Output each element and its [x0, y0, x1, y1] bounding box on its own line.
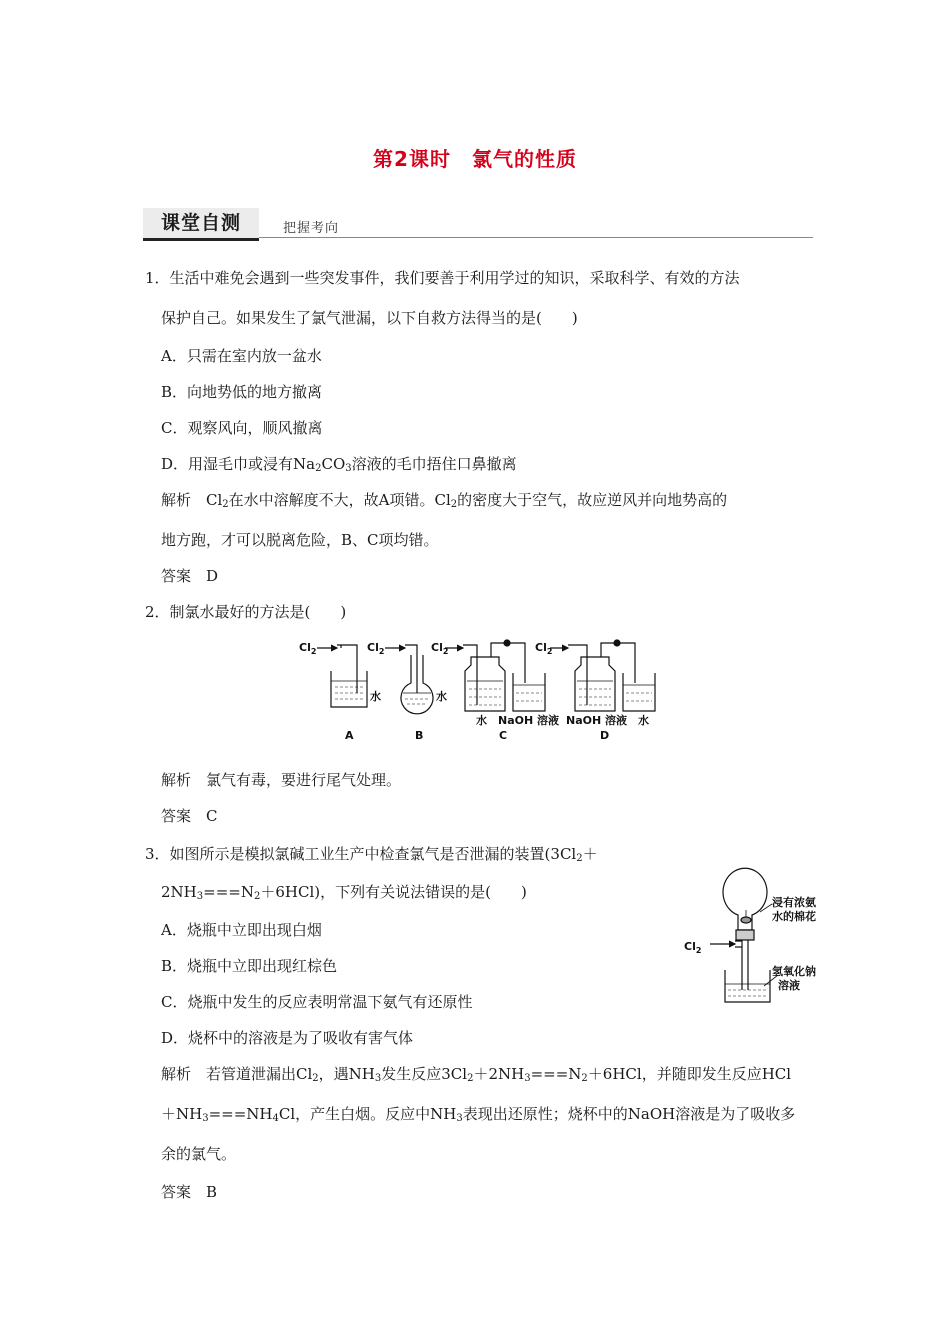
svg-text:NaOH 溶液: NaOH 溶液: [566, 714, 628, 727]
svg-text:Cl2: $Cl_2$: [367, 641, 385, 656]
q2-analysis: 解析 氯气有毒，要进行尾气处理。: [161, 771, 402, 789]
svg-text:溶液: 溶液: [778, 979, 800, 992]
svg-text:水: 水: [638, 714, 649, 727]
section-subtitle: 把握考向: [283, 221, 340, 236]
q1-option-d: D．用湿毛巾或浸有$Na_2CO_3$溶液的毛巾捂住口鼻撤离: [161, 455, 517, 474]
q3-option-c: C．烧瓶中发生的反应表明常温下氨气有还原性: [161, 993, 473, 1011]
apparatus-a-beaker: [317, 645, 367, 707]
q1-option-a: A．只需在室内放一盆水: [161, 347, 322, 365]
svg-text:浸有浓氨: 浸有浓氨: [772, 896, 816, 909]
svg-text:水: 水: [370, 690, 381, 703]
q3-analysis-line1: 解析 若管道泄漏出$Cl_2$，遇$NH_3$发生反应$3Cl_2+2NH_3===N_2+6HCl$，并随即发生反应HCl: [161, 1065, 792, 1084]
q1-stem-line1: 1．生活中难免会遇到一些突发事件，我们要善于利用学过的知识，采取科学、有效的方法: [145, 269, 740, 287]
svg-text:B: B: [415, 729, 424, 742]
svg-text:水: 水: [476, 714, 487, 727]
q2-apparatus-figure: [295, 633, 675, 743]
q1-stem-line2: 保护自己。如果发生了氯气泄漏，以下自救方法得当的是( ): [161, 309, 578, 327]
svg-text:C: C: [499, 729, 508, 742]
svg-text:Cl2: $Cl_2$: [431, 641, 449, 656]
page-title: 第2课时 氯气的性质: [373, 147, 577, 171]
apparatus-d-bottles: [550, 640, 655, 711]
q3-analysis-line2: $+NH_3===NH_4Cl$，产生白烟。反应中$NH_3$表现出还原性；烧杯中的NaOH溶液是为了吸收多: [161, 1105, 796, 1124]
q1-analysis-line1: 解析 $Cl_2$在水中溶解度不大，故A项错。$Cl_2$的密度大于空气，故应逆风并向地势高的: [161, 491, 728, 510]
svg-text:NaOH 溶液: NaOH 溶液: [498, 714, 560, 727]
q3-stem-line1: 3．如图所示是模拟氯碱工业生产中检查氯气是否泄漏的装置($3Cl_2+$: [145, 845, 598, 864]
apparatus-b-flask: [385, 645, 433, 714]
section-tab: 课堂自测: [143, 208, 259, 241]
section-header: [143, 208, 813, 240]
section-divider: [259, 237, 813, 238]
svg-text:Cl2: $Cl_2$: [535, 641, 553, 656]
q1-answer: 答案 D: [161, 567, 219, 585]
q2-stem: 2．制氯水最好的方法是( ): [145, 603, 347, 621]
svg-text:Cl2: $Cl_2$: [299, 641, 317, 656]
svg-text:Cl2: $Cl_2$: [684, 940, 702, 955]
q3-stem-line2: $2NH_3===N_2+6HCl$)，下列有关说法错误的是( ): [161, 883, 527, 902]
q3-answer: 答案 B: [161, 1183, 218, 1201]
q3-option-a: A．烧瓶中立即出现白烟: [161, 921, 322, 939]
q3-option-d: D．烧杯中的溶液是为了吸收有害气体: [161, 1029, 414, 1047]
q2-answer: 答案 C: [161, 807, 218, 825]
q3-analysis-line3: 余的氯气。: [161, 1145, 237, 1163]
svg-text:A: A: [345, 729, 354, 742]
apparatus-c-bottles: [445, 640, 545, 711]
q3-leak-detection-figure: [680, 860, 820, 1010]
q3-option-b: B．烧瓶中立即出现红棕色: [161, 957, 338, 975]
svg-text:D: D: [600, 729, 610, 742]
q1-option-c: C．观察风向，顺风撤离: [161, 419, 323, 437]
q1-option-b: B．向地势低的地方撤离: [161, 383, 323, 401]
svg-text:水: 水: [436, 690, 447, 703]
svg-text:氢氧化钠: 氢氧化钠: [772, 965, 816, 978]
q1-analysis-line2: 地方跑，才可以脱离危险，B、C项均错。: [161, 531, 439, 549]
svg-text:水的棉花: 水的棉花: [772, 910, 816, 923]
